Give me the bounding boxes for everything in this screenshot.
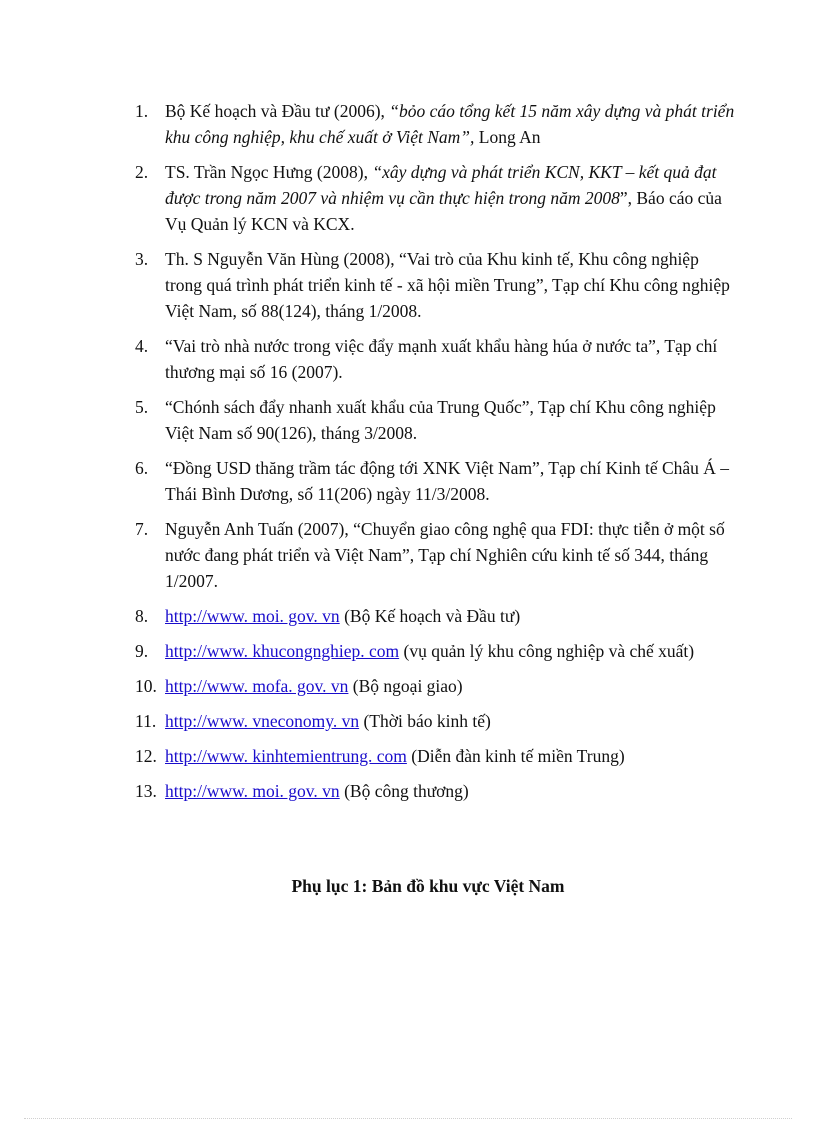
reference-number: 10. xyxy=(135,676,157,696)
reference-number: 1. xyxy=(135,101,149,121)
reference-link[interactable]: http://www. vneconomy. vn xyxy=(165,711,360,731)
reference-number: 11. xyxy=(135,711,157,731)
reference-text: (Diễn đàn kinh tế miền Trung) xyxy=(406,746,625,766)
reference-item xyxy=(135,673,740,699)
reference-link[interactable]: http://www. moi. gov. vn xyxy=(165,781,340,801)
reference-item xyxy=(135,333,740,385)
reference-item xyxy=(135,394,740,446)
reference-item xyxy=(135,603,740,629)
reference-item xyxy=(135,98,740,150)
reference-number: 5. xyxy=(135,397,149,417)
reference-number: 7. xyxy=(135,519,149,539)
reference-text: (Bộ Kế hoạch và Đầu tư) xyxy=(339,606,521,626)
reference-text: “Vai trò nhà nước trong việc đẩy mạnh xuất khẩu hàng húa ở nước ta”, Tạp chí thương mại số 16 (2007). xyxy=(165,336,718,382)
reference-text: (vụ quản lý khu công nghiệp và chế xuất) xyxy=(399,641,695,661)
reference-item xyxy=(135,743,740,769)
reference-number: 6. xyxy=(135,458,149,478)
reference-number: 4. xyxy=(135,336,149,356)
reference-number: 9. xyxy=(135,641,149,661)
reference-text: Nguyễn Anh Tuấn (2007), “Chuyển giao công nghệ qua FDI: thực tiễn ở một số nước đang phát triển và Việt Nam”, Tạp chí Nghiên cứu kinh tế số 344, tháng 1/2007. xyxy=(165,519,725,591)
reference-text: ”, Báo cáo của Vụ Quản lý KCN và KCX. xyxy=(165,188,722,234)
reference-text: (Bộ ngoại giao) xyxy=(348,676,463,696)
reference-link[interactable]: http://www. kinhtemientrung. com xyxy=(165,746,407,766)
reference-text: Bộ Kế hoạch và Đầu tư (2006), xyxy=(165,101,390,121)
reference-title-italic: “bỏo cáo tổng kết 15 năm xây dựng và phát triển khu công nghiệp, khu chế xuất ở Việt Nam”, xyxy=(165,101,735,147)
reference-item xyxy=(135,159,740,237)
reference-item xyxy=(135,778,740,804)
appendix-title: Phụ lục 1: Bản đồ khu vực Việt Nam xyxy=(291,876,565,896)
reference-item xyxy=(135,638,740,664)
reference-link[interactable]: http://www. mofa. gov. vn xyxy=(165,676,349,696)
reference-number: 8. xyxy=(135,606,149,626)
reference-text: “Đồng USD thăng trầm tác động tới XNK Việt Nam”, Tạp chí Kinh tế Châu Á – Thái Bình Dương, số 11(206) ngày 11/3/2008. xyxy=(165,458,730,504)
reference-text: (Bộ công thương) xyxy=(339,781,469,801)
reference-number: 12. xyxy=(135,746,157,766)
reference-list xyxy=(135,98,740,813)
reference-text: Long An xyxy=(474,127,541,147)
page-bottom-divider xyxy=(24,1118,792,1119)
reference-number: 2. xyxy=(135,162,149,182)
reference-item xyxy=(135,708,740,734)
reference-link[interactable]: http://www. moi. gov. vn xyxy=(165,606,340,626)
reference-item xyxy=(135,455,740,507)
reference-text: Th. S Nguyễn Văn Hùng (2008), “Vai trò của Khu kinh tế, Khu công nghiệp trong quá trình phát triển kinh tế - xã hội miền Trung”, Tạp chí Khu công nghiệp Việt Nam, số 88(124), tháng 1/2008. xyxy=(165,249,730,321)
reference-item xyxy=(135,516,740,594)
reference-text: TS. Trần Ngọc Hưng (2008), xyxy=(165,162,373,182)
reference-text: (Thời báo kinh tế) xyxy=(359,711,491,731)
reference-title-italic: “xây dựng và phát triển KCN, KKT – kết quả đạt được trong năm 2007 và nhiệm vụ cần thực hiện trong năm 2008 xyxy=(165,162,717,208)
reference-text: “Chónh sách đẩy nhanh xuất khẩu của Trung Quốc”, Tạp chí Khu công nghiệp Việt Nam số 90(126), tháng 3/2008. xyxy=(165,397,716,443)
reference-number: 13. xyxy=(135,781,157,801)
reference-item xyxy=(135,246,740,324)
reference-number: 3. xyxy=(135,249,149,269)
reference-link[interactable]: http://www. khucongnghiep. com xyxy=(165,641,400,661)
